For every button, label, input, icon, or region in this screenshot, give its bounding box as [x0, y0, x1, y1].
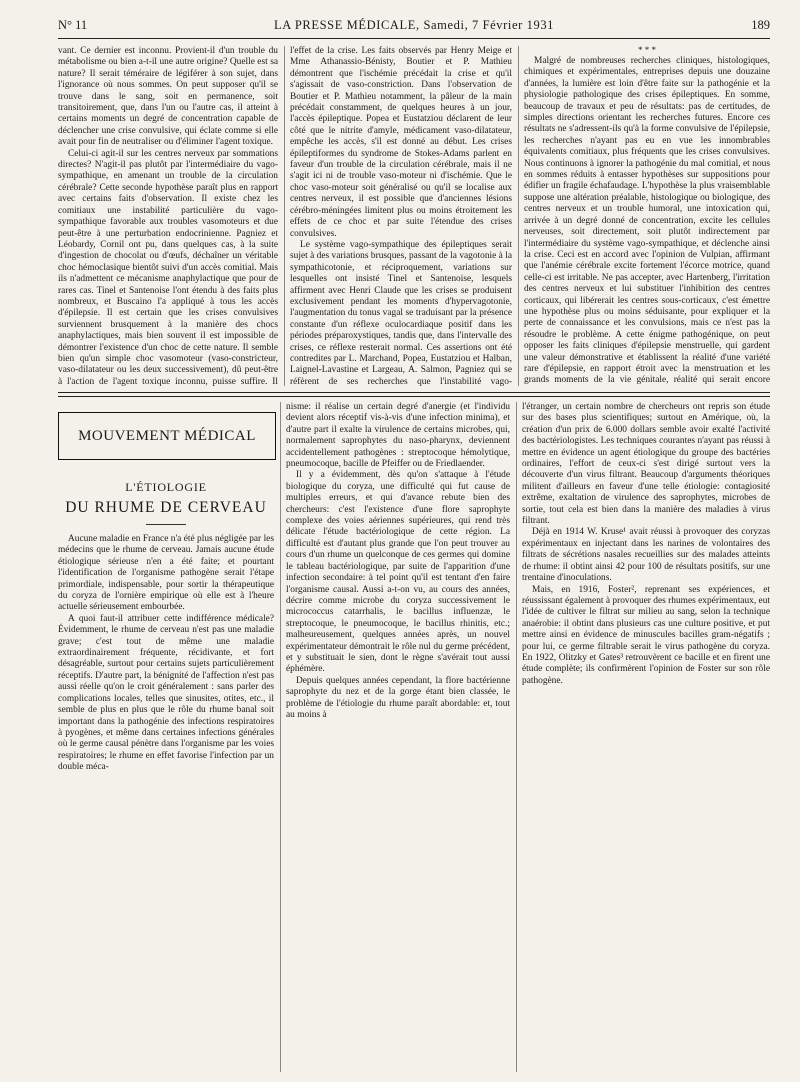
paragraph: l'effet de la crise. Les faits observés par Henry Meige et Mme Athanassio-Bénisty, Boutier et P. Mathieu démontrent que l'ischémie précédait la crise et qu'il s'agissait de vaso-constriction. Dans l'observation de Boutier et P. Mathieu notamment, la pâleur de la main précédait constamment, de quelques heures à un jour, l'accès épileptique. Popea et Eustatziou déclarent de leur côté que le nitrite d'amyle, médicament vaso-dilatateur, empêche les accès, s'il est donné au début. Les crises épileptiformes du syndrome de Stokes-Adams parlent en faveur d'un trouble de la circulation cérébrale, mais il ne s'agit ici ni de trouble vaso-moteur ni d'ischémie. Que le choc vaso-moteur soit généralisé ou qu'il se localise aux centres nerveux, il est possible que d'anciennes lésions cérébro-méningées limitent plus ou moins étroitement les effets de ce choc et par suite l'étendue des crises convulsives. — [290, 46, 512, 239]
section-break-stars: * * * — [638, 46, 656, 55]
journal-title: LA PRESSE MÉDICALE, Samedi, 7 Février 1931 — [273, 18, 555, 32]
paragraph: vant. Ce dernier est inconnu. Provient-il d'un trouble du métabolisme ou bien a-t-il une autre origine? Quelle est sa nature? Il serait téméraire de légiférer à son sujet, dans l'ignorance où nous sommes. On peut supposer qu'il se trouve dans le sang, soit en permanence, soit transitoirement, que, dans l'un ou l'autre cas, il atteint à certains moments un degré de concentration capable de déclencher une crise convulsive, qui éclate comme si elle avait pour fin de neutraliser ou d'éliminer l'agent toxique. — [58, 46, 278, 148]
column-divider — [280, 402, 281, 1072]
page-number: 189 — [751, 18, 770, 32]
top-column-3 — [524, 46, 770, 386]
paragraph: Aucune maladie en France n'a été plus négligée par les médecins que le rhume de cerveau. Jamais aucune étude étiologique sérieuse n'en a été faite; et pourtant l'identification de l'organisme pathogène serait l'étape primordiale, indispensable, pour sortir la thérapeutique du coryza de l'ornière empirique où elle est à l'heure actuelle sérieusement embourbée. — [58, 534, 274, 613]
paragraph: Depuis quelques années cependant, la flore bactérienne saprophyte du nez et de la gorge étant bien classée, le problème de l'étiologie du rhume paraît abordable: et, tout au moins à — [286, 675, 510, 720]
article-title: DU RHUME DE CERVEAU — [65, 499, 267, 516]
paragraph: Celui-ci agit-il sur les centres nerveux par sommations directes? N'agit-il pas plutôt par l'intermédiaire du vago-sympathique, en amenant un trouble de la circulation cérébrale? Cette seconde hypothèse paraît plus en rapport avec certains faits d'observation. Il existe chez les comitiaux une instabilité particulière du vago-sympathique favorable aux troubles vasomoteurs et due peut-être à une perturbation endocrinienne. Pagniez et Léobardy, Cornil ont pu, dans quelques cas, à la suite d'ingestion de chocolat ou d'œufs, déchaîner un véritable choc hémoclasique bientôt suivi d'un accès comitial. Mais ils n'admettent ce mécanisme anaphylactique que pour de rares cas. Tinel et Santenoise l'ont étendu à des faits plus nombreux, et Buscaino l'a appliqué à tous les accès d'épilepsie. Il est certain que les crises convulsives surviennent brusquement à la manière des chocs anaphylactiques, mais bien souvent il est impossible de démontrer l'existence d'un choc de cette nature. Il semble bien qu'un simple choc vasomoteur (vaso-constricteur, vaso-dilatateur ou les deux successivement), dû peut-être à l'action de l'agent toxique inconnu, puisse suffire. Il — [58, 148, 278, 386]
newspaper-page — [58, 0, 770, 1082]
article-kicker: L'ÉTIOLOGIE — [125, 480, 207, 494]
paragraph: Malgré de nombreuses recherches cliniques, histologiques, chimiques et expérimentales, entreprises depuis une douzaine d'années, la lumière est loin d'être faite sur la pathogénie et la physiologie pathologique des crises épileptiques. En somme, beaucoup de travaux et peu de résultats: pas de certitudes, de simples directions orientant les recherches futures. Encore ces résultats ne s'adressent-ils qu'à la forme convulsive de l'épilepsie, les recherches n'ayant pas eu en vue les innombrables équivalents comitiaux, plus fréquents que les crises convulsives. Nous continuons à ignorer la pathogénie du mal comitial, et nous en sommes réduits à entasser hypothèses sur suppositions pour édifier un fragile échafaudage. L'hypothèse la plus vraisemblable suppose une altération préalable, histologique ou biologique, des centres nerveux et un trouble humoral, une intoxication qui, arrivée à un degré donné de concentration, excite les cellules nerveuses, soit directement, soit plutôt indirectement par l'intermédiaire du système vago-sympathique, et déclenche ainsi la crise. Ceci est en accord avec l'opinion de Vulpian, affirmant que l'anémie cérébrale excite fortement l'écorce motrice, quand celle-ci est irritable. Ne pas accepter, avec Hartenberg, l'irritation des centres nerveux et lui substituer l'inhibition des centres corticaux, qui libérerait les centres sous-corticaux, c'est émettre une hypothèse plus ou moins séduisante, pour expliquer et la perte de connaissance et les convulsions, mais ce n'est pas la résoudre le problème. A cette énigme pathogénique, on peut opposer les faits cliniques d'épilepsie menstruelle, qui gardent une valeur démonstrative et établissent la réalité d'une variété rare d'épilepsie, en rapport étroit avec la menstruation et les grands moments de la vie génitale, réalité qui serait encore — [524, 56, 770, 386]
running-header — [58, 18, 770, 36]
title-rule — [146, 524, 186, 525]
column-divider — [284, 46, 285, 386]
column-divider — [518, 46, 519, 386]
paragraph: Il y a évidemment, dès qu'on s'attaque à l'étude biologique du coryza, une difficulté qui fut cause de multiples erreurs, et qui d'avance rebute bien des chercheurs: c'est l'existence d'une flore saprophyte complexe des voies aériennes supérieures, qui rend très délicate l'étude bactériologique de cette région. La difficulté est d'autant plus grande que l'on peut trouver au cours d'un rhume un quelconque de ces germes qui domine le tableau bactériologique, par suite de l'apparition d'une infection secondaire: à tel point qu'il est tentant d'en faire l'organisme causal. Aussi a-t-on vu, au cours des années, décrire comme microbe du coryza successivement le micrococcus catarrhalis, le bacillus influenzæ, le streptocoque, le pneumocoque, le bacillus rhinitis, etc.; malheureusement, quelques années après, un nouvel expérimentateur démontrait le rôle nul du germe précédent, et y substituait le sien, dont le règne s'avérait tout aussi éphémère. — [286, 470, 510, 675]
section-title-box — [58, 412, 276, 460]
paragraph: l'étranger, un certain nombre de chercheurs ont repris son étude sur des bases plus scientifiques; surtout en Amérique, où, la création d'un prix de 6.000 dollars semble avoir exalté l'activité des bactériologistes. Les techniques courantes n'ayant pas réussi à mettre en évidence un agent étiologique du groupe des bactéries ordinaires, l'effort de ceux-ci s'est dirigé surtout vers la découverte d'un virus filtrant. Beaucoup d'arguments théoriques militent d'ailleurs en faveur d'une telle étiologie: contagiosité extrême, exaltation de virulence des saprophytes, microbes de sortie, tout cela est bien dans la manière des maladies à virus filtrant. — [522, 402, 770, 527]
bottom-column-2 — [286, 402, 510, 1072]
issue-number: N° 11 — [58, 18, 88, 32]
section-title: MOUVEMENT MÉDICAL — [78, 427, 256, 444]
header-rule — [58, 38, 770, 39]
paragraph: nisme: il réalise un certain degré d'anergie (et l'individu devient alors réceptif vis-à-vis d'une infection minima), et d'autre part il exalte la virulence de certains microbes, qui, normalement saprophytes du naso-pharynx, deviennent accidentellement pathogènes : streptocoque hémolytique, pneumocoque, bacille de Pfeiffer ou de Friedlaender. — [286, 402, 510, 470]
paragraph: Mais, en 1916, Foster², reprenant ses expériences, et réussissant également à provoquer des rhumes expérimentaux, eut l'idée de cultiver le filtrat sur milieu au sang, selon la technique anaérobie: il obtint dans plusieurs cas une culture positive, et put mettre ainsi en évidence de minuscules bacilles gram-négatifs ; pour lui, ce germe filtrable serait le virus pathogène du coryza. En 1922, Olitzky et Gates³ retrouvèrent ce bacille et en firent une étude complète; ils confirmèrent l'opinion de Foster sur son rôle pathogène. — [522, 584, 770, 686]
top-column-1 — [58, 46, 278, 386]
bottom-column-1 — [58, 534, 274, 1074]
column-divider — [516, 402, 517, 1072]
paragraph: Le système vago-sympathique des épileptiques serait sujet à des variations brusques, passant de la vagotonie à la sympathicotonie, et réciproquement, variations sur lesquelles ont insisté Tinel et Santenoise, lesquels affirment avec Henri Claude que les crises se produisent exclusivement pendant les moments d'hypervagotonie, l'augmentation du tonus vagal se traduisant par la présence constante d'un réflexe oculocardiaque positif dans les périodes préparoxystiques, tandis que, dans l'intervalle des crises, ce réflexe resterait normal. Ces assertions ont été contredites par L. Marchand, Popea, Eustatziou et Halban, Laignel-Lavastine et Largeau, A. Salmon, Pagniez qui se réfèrent de ses recherches que l'instabilité vago- — [290, 239, 512, 386]
paragraph: A quoi faut-il attribuer cette indifférence médicale? Évidemment, le rhume de cerveau n'est pas une maladie grave; c'est tout de même une maladie extraordinairement fréquente, récidivante, et fort désagréable, surtout pour certains sujets particulièrement réceptifs. D'autre part, la bénignité de l'affection n'est pas aussi réelle qu'on le croit généralement : sans parler des complications locales, telles que sinusites, otites, etc., il semble de plus en plus que le rôle du rhume banal soit important dans la pathogénie des infections respiratoires à pyogènes, et même dans certaines infections générales où le germe causal pénètre dans l'organisme par les voies respiratoires; le rhume en effet favorise l'infection par un double méca- — [58, 613, 274, 773]
paragraph: Déjà en 1914 W. Kruse¹ avait réussi à provoquer des coryzas expérimentaux en injectant dans les narines de volontaires des filtrats de sécrétions nasales recueillies sur des malades atteints de rhume: il obtint ainsi 42 pour 100 de résultats positifs, sur une trentaine d'inoculations. — [522, 527, 770, 584]
bottom-column-3 — [522, 402, 770, 1072]
top-column-2 — [290, 46, 512, 386]
section-double-rule — [58, 392, 770, 397]
